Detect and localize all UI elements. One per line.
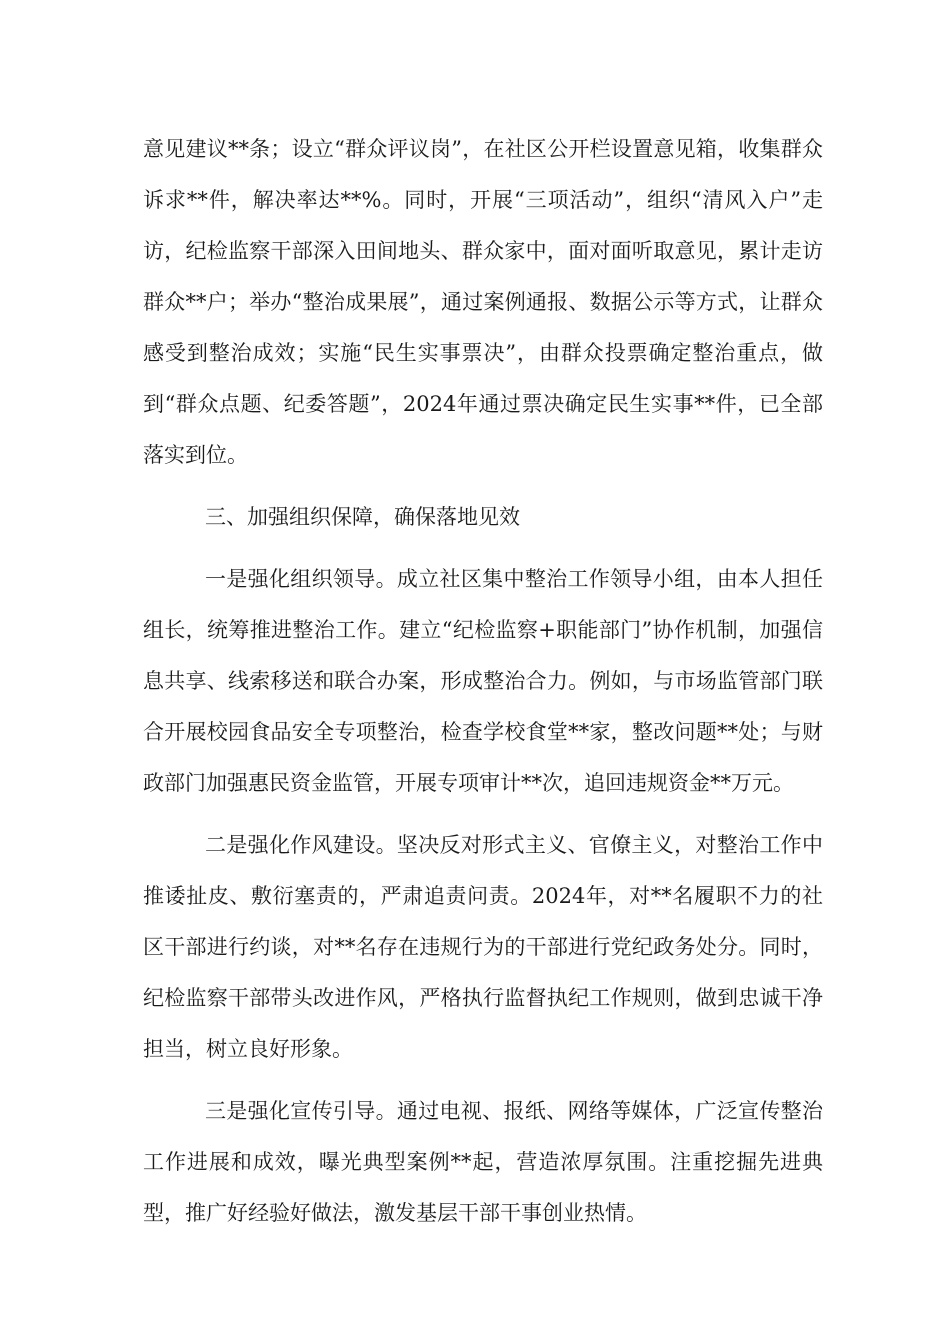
paragraph-organization-leadership: 一是强化组织领导。成立社区集中整治工作领导小组，由本人担任组长，统筹推进整治工作。建立“纪检监察+职能部门”协作机制，加强信息共享、线索移送和联合办案，形成整治合力。例如，与市场监管部门联合开展校园食品安全专项整治，检查学校食堂**家，整改问题**处；与财政部门加强惠民资金监管，开展专项审计**次，追回违规资金**万元。: [143, 567, 823, 795]
paragraph-work-style: 二是强化作风建设。坚决反对形式主义、官僚主义，对整治工作中推诿扯皮、敷衍塞责的，严肃追责问责。2024年，对**名履职不力的社区干部进行约谈，对**名存在违规行为的干部进行党纪政务处分。同时，纪检监察干部带头改进作风，严格执行监督执纪工作规则，做到忠诚干净担当，树立良好形象。: [143, 833, 823, 1061]
paragraph-continuation: 意见建议**条；设立“群众评议岗”，在社区公开栏设置意见箱，收集群众诉求**件，解决率达**%。同时，开展“三项活动”，组织“清风入户”走访，纪检监察干部深入田间地头、群众家中，面对面听取意见，累计走访群众**户；举办“整治成果展”，通过案例通报、数据公示等方式，让群众感受到整治成效；实施“民生实事票决”，由群众投票确定整治重点，做到“群众点题、纪委答题”，2024年通过票决确定民生实事**件，已全部落实到位。: [143, 137, 823, 467]
paragraph-publicity: 三是强化宣传引导。通过电视、报纸、网络等媒体，广泛宣传整治工作进展和成效，曝光典型案例**起，营造浓厚氛围。注重挖掘先进典型，推广好经验好做法，激发基层干部干事创业热情。: [143, 1099, 823, 1225]
document-body: [143, 124, 823, 1250]
section-heading: 三、加强组织保障，确保落地见效: [205, 505, 520, 529]
